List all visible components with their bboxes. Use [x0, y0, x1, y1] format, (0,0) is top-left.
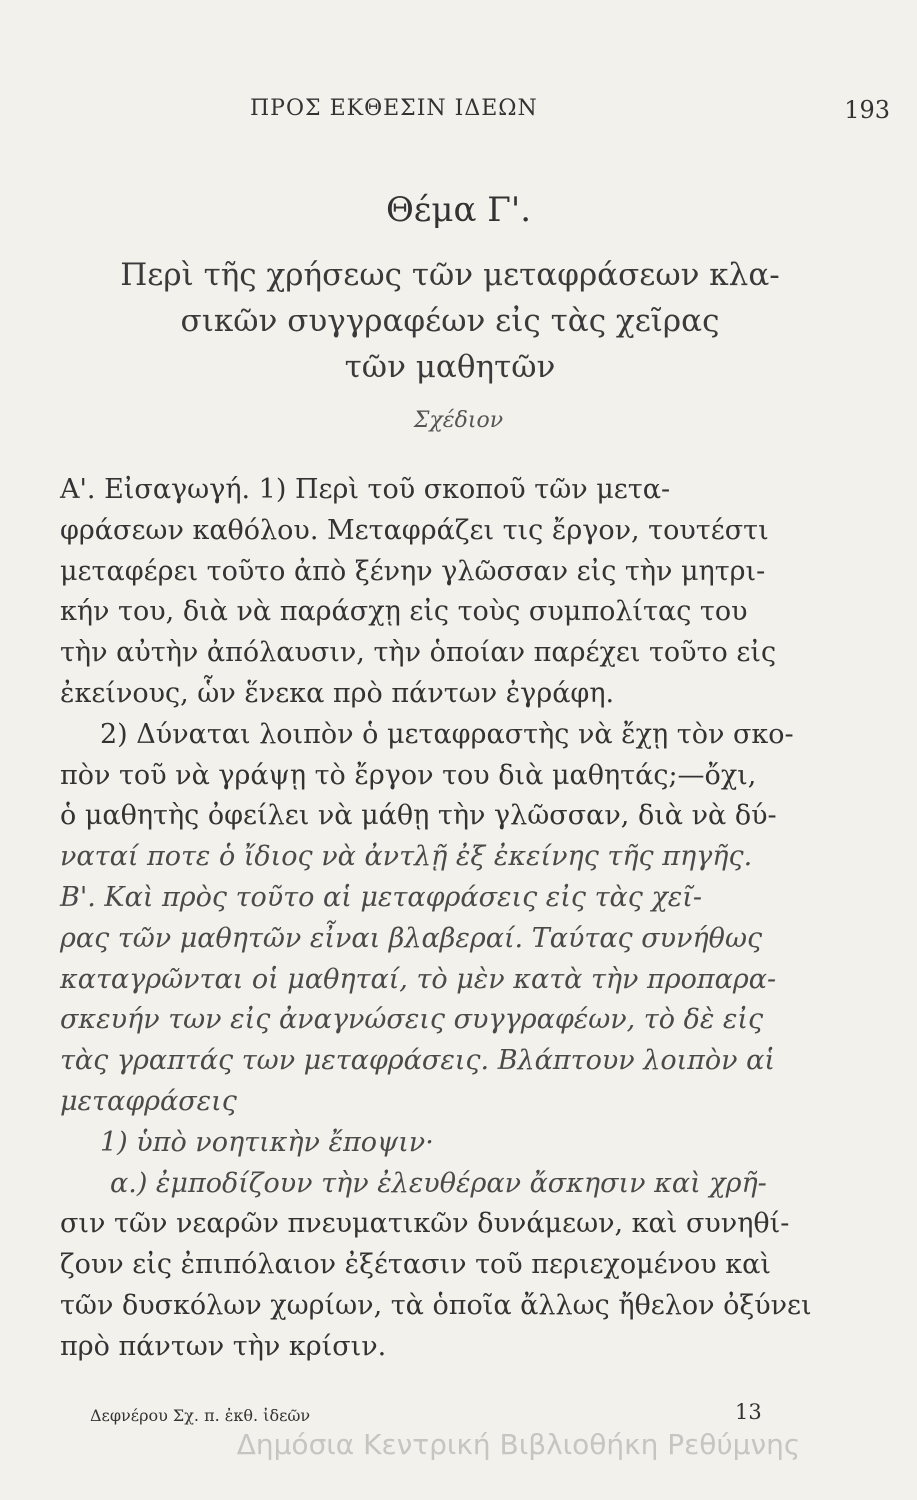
- text-line: 2) Δύναται λοιπὸν ὁ μεταφραστὴς νὰ ἔχῃ τὸν σκο-: [100, 718, 794, 750]
- text-line: τὴν αὐτὴν ἀπόλαυσιν, τὴν ὁποίαν παρέχει τοῦτο εἰς: [60, 637, 777, 669]
- text-line: ναταί ποτε ὁ ἴδιος νὰ ἀντλῇ ἐξ ἐκείνης τῆς πηγῆς.: [60, 841, 753, 873]
- chapter-title-line: τῶν μαθητῶν: [344, 349, 556, 385]
- text-line: Β'. Καὶ πρὸς τοῦτο αἱ μεταφράσεις εἰς τὰς χεῖ-: [60, 881, 703, 913]
- page-number: 193: [844, 96, 890, 124]
- outline-label: Σχέδιον: [413, 408, 504, 433]
- text-line: τῶν δυσκόλων χωρίων, τὰ ὁποῖα ἄλλως ἤθελον ὀξύνει: [60, 1289, 812, 1321]
- text-line: τὰς γραπτάς των μεταφράσεις. Βλάπτουν λοιπὸν αἱ: [60, 1045, 775, 1077]
- text-line: φράσεων καθόλου. Μεταφράζει τις ἔργον, τουτέστι: [60, 514, 769, 546]
- text-line: μεταφράσεις: [60, 1085, 237, 1117]
- library-watermark: Δημόσια Κεντρική Βιβλιοθήκη Ρεθύμνης: [236, 1428, 801, 1461]
- running-header: [150, 96, 890, 136]
- text-line: πρὸ πάντων τὴν κρίσιν.: [60, 1330, 387, 1362]
- chapter-title-line: σικῶν συγγραφέων εἰς τὰς χεῖρας: [180, 303, 720, 339]
- text-line: μεταφέρει τοῦτο ἀπὸ ξένην γλῶσσαν εἰς τὴν μητρι-: [60, 555, 766, 587]
- text-line: ρας τῶν μαθητῶν εἶναι βλαβεραί. Ταύτας συνήθως: [60, 922, 763, 954]
- text-line: καταγρῶνται οἱ μαθηταί, τὸ μὲν κατὰ τὴν προπαρα-: [60, 963, 777, 995]
- chapter-title-line: Περὶ τῆς χρήσεως τῶν μεταφράσεων κλα-: [120, 257, 780, 293]
- text-line: ζουν εἰς ἐπιπόλαιον ἐξέτασιν τοῦ περιεχομένου καὶ: [60, 1249, 771, 1281]
- text-line: σιν τῶν νεαρῶν πνευματικῶν δυνάμεων, καὶ συνηθί-: [60, 1208, 790, 1240]
- text-line: α.) ἐμποδίζουν τὴν ἐλευθέραν ἄσκησιν καὶ χρῆ-: [110, 1167, 767, 1199]
- text-line: Α'. Εἰσαγωγή. 1) Περὶ τοῦ σκοποῦ τῶν μετα-: [60, 474, 671, 505]
- theme-title: Θέμα Γ'.: [385, 190, 532, 230]
- text-line: ὁ μαθητὴς ὀφείλει νὰ μάθῃ τὴν γλῶσσαν, διὰ νὰ δύ-: [60, 800, 777, 832]
- footer-signature-number: 13: [735, 1400, 762, 1424]
- text-line: πὸν τοῦ νὰ γράψῃ τὸ ἔργον του διὰ μαθητάς;—ὄχι,: [60, 759, 757, 791]
- running-title: ΠΡΟΣ ΕΚΘΕΣΙΝ ΙΔΕΩΝ: [250, 96, 538, 121]
- text-line: κήν του, διὰ νὰ παράσχῃ εἰς τοὺς συμπολίτας του: [60, 596, 748, 628]
- text-line: σκευήν των εἰς ἀναγνώσεις συγγραφέων, τὸ δὲ εἰς: [60, 1004, 764, 1036]
- chapter-title: [100, 252, 800, 390]
- body-text: [60, 470, 850, 1368]
- text-line: 1) ὑπὸ νοητικὴν ἔποψιν·: [100, 1126, 434, 1158]
- text-line: ἐκείνους, ὧν ἕνεκα πρὸ πάντων ἐγράφη.: [60, 677, 615, 709]
- footer-signature: Δεφνέρου Σχ. π. ἐκθ. ἰδεῶν: [90, 1406, 311, 1425]
